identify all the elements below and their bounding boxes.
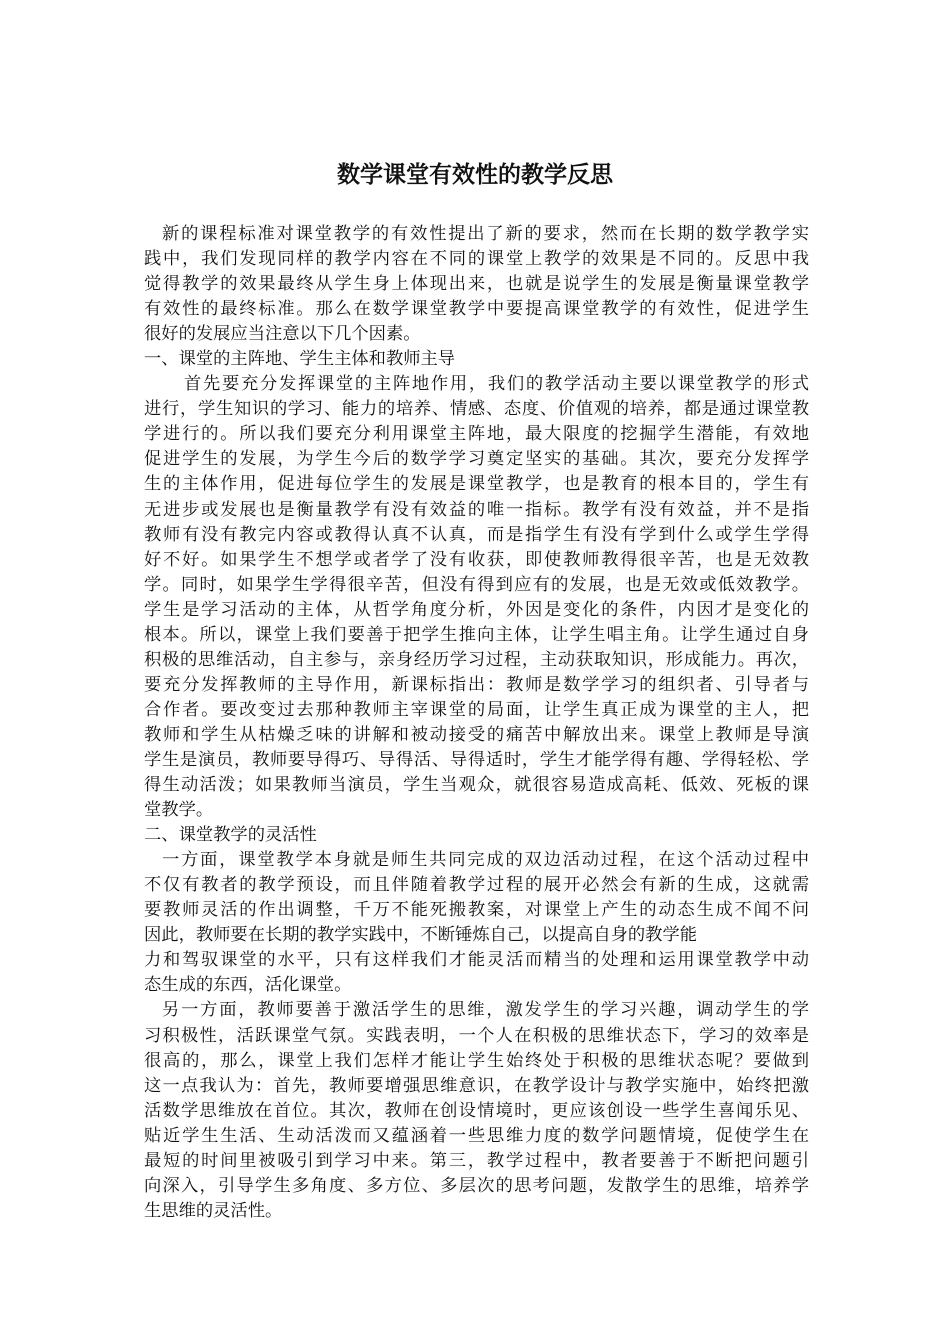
text-line: 态生成的东西，活化课堂。 — [144, 975, 352, 996]
document-title: 数学课堂有效性的教学反思 — [337, 161, 613, 188]
text-line: 促进学生的发展，为学生今后的数学学习奠定坚实的基础。其次，要充分发挥学 — [144, 449, 809, 470]
text-line: 生思维的灵活性。 — [144, 1200, 283, 1221]
text-line: 无进步或发展也是衡量教学有没有效益的唯一指标。教学有没有效益，并不是指 — [144, 499, 809, 520]
text-line: 有效性的最终标准。那么在数学课堂教学中要提高课堂教学的有效性，促进学生 — [144, 299, 809, 320]
text-line: 这一点我认为：首先，教师要增强思维意识，在教学设计与教学实施中，始终把激 — [144, 1075, 809, 1096]
text-line: 教师有没有教完内容或教得认真不认真，而是指学生有没有学到什么或学生学得 — [144, 524, 809, 545]
text-line: 首先要充分发挥课堂的主阵地作用，我们的教学活动主要以课堂教学的形式 — [184, 374, 809, 395]
text-line: 好不好。如果学生不想学或者学了没有收获，即使教师教得很辛苦，也是无效教 — [144, 549, 809, 570]
text-line: 合作者。要改变过去那种教师主宰课堂的局面，让学生真正成为课堂的主人，把 — [144, 699, 809, 720]
text-line: 很好的发展应当注意以下几个因素。 — [144, 324, 421, 345]
text-line: 一方面，课堂教学本身就是师生共同完成的双边活动过程，在这个活动过程中 — [162, 850, 809, 871]
text-line: 因此，教师要在长期的教学实践中，不断锤炼自己，以提高自身的教学能 — [144, 925, 698, 946]
text-line: 得生动活泼；如果教师当演员，学生当观众，就很容易造成高耗、低效、死板的课 — [144, 775, 809, 796]
text-line: 习积极性，活跃课堂气氛。实践表明，一个人在积极的思维状态下，学习的效率是 — [144, 1025, 809, 1046]
text-line: 不仅有教者的教学预设，而且伴随着教学过程的展开必然会有新的生成，这就需 — [144, 875, 809, 896]
text-line: 力和驾驭课堂的水平，只有这样我们才能灵活而精当的处理和运用课堂教学中动 — [144, 950, 809, 971]
text-line: 贴近学生生活、生动活泼而又蕴涵着一些思维力度的数学问题情境，促使学生在 — [144, 1125, 809, 1146]
text-line: 向深入，引导学生多角度、多方位、多层次的思考问题，发散学生的思维，培养学 — [144, 1175, 809, 1196]
text-line: 践中，我们发现同样的教学内容在不同的课堂上教学的效果是不同的。反思中我 — [144, 249, 809, 270]
text-line: 要教师灵活的作出调整，千万不能死搬教案，对课堂上产生的动态生成不闻不问 — [144, 900, 809, 921]
text-line: 堂教学。 — [144, 800, 214, 821]
text-line: 很高的，那么，课堂上我们怎样才能让学生始终处于积极的思维状态呢？要做到 — [144, 1050, 809, 1071]
text-line: 根本。所以，课堂上我们要善于把学生推向主体，让学生唱主角。让学生通过自身 — [144, 624, 809, 645]
text-line: 要充分发挥教师的主导作用，新课标指出：教师是数学学习的组织者、引导者与 — [144, 674, 809, 695]
section-heading: 二、课堂教学的灵活性 — [144, 825, 317, 846]
text-line: 教师和学生从枯燥乏味的讲解和被动接受的痛苦中解放出来。课堂上教师是导演 — [144, 724, 809, 745]
text-line: 学进行的。所以我们要充分利用课堂主阵地，最大限度的挖掘学生潜能，有效地 — [144, 424, 809, 445]
text-line: 活数学思维放在首位。其次，教师在创设情境时，更应该创设一些学生喜闻乐见、 — [144, 1100, 809, 1121]
document-body — [144, 222, 809, 1224]
text-line: 学。同时，如果学生学得很辛苦，但没有得到应有的发展，也是无效或低效教学。 — [144, 574, 809, 595]
text-line: 积极的思维活动，自主参与，亲身经历学习过程，主动获取知识，形成能力。再次， — [144, 649, 809, 670]
text-line: 生的主体作用，促进每位学生的发展是课堂教学，也是教育的根本目的，学生有 — [144, 474, 809, 495]
text-line: 进行，学生知识的学习、能力的培养、情感、态度、价值观的培养，都是通过课堂教 — [144, 399, 809, 420]
section-heading: 一、课堂的主阵地、学生主体和教师主导 — [144, 349, 456, 370]
text-line: 新的课程标准对课堂教学的有效性提出了新的要求，然而在长期的数学教学实 — [162, 224, 809, 244]
text-line: 学生是演员，教师要导得巧、导得活、导得适时，学生才能学得有趣、学得轻松、学 — [144, 749, 809, 770]
text-line: 觉得教学的效果最终从学生身上体现出来，也就是说学生的发展是衡量课堂教学 — [144, 274, 809, 295]
text-line: 另一方面，教师要善于激活学生的思维，激发学生的学习兴趣，调动学生的学 — [162, 1000, 809, 1021]
text-line: 学生是学习活动的主体，从哲学角度分析，外因是变化的条件，内因才是变化的 — [144, 599, 809, 620]
text-line: 最短的时间里被吸引到学习中来。第三，教学过程中，教者要善于不断把问题引 — [144, 1150, 809, 1171]
